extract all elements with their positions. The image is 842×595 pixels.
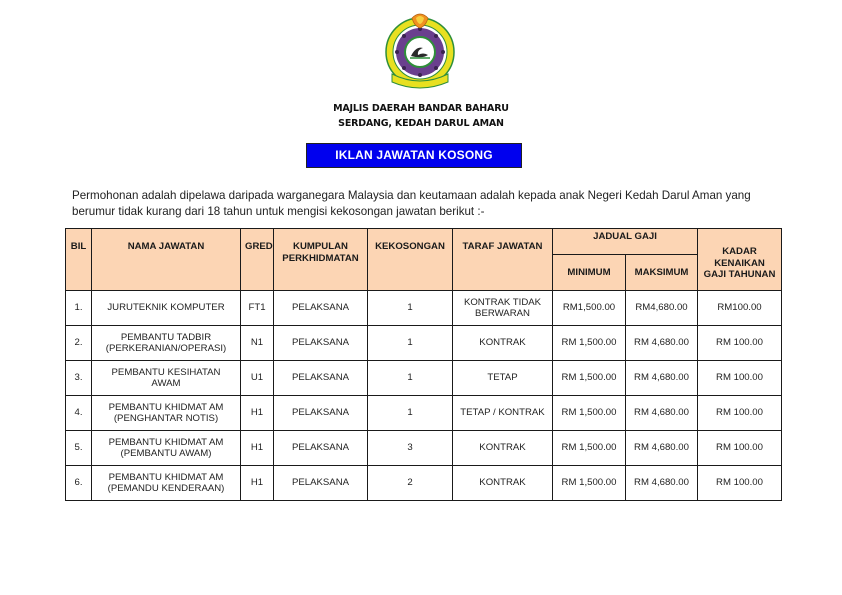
header-kadar-kenaikan: KADAR KENAIKAN GAJI TAHUNAN [698,229,782,291]
vacancy-banner-title: IKLAN JAWATAN KOSONG [306,143,522,168]
cell-kadar: RM 100.00 [698,466,782,501]
cell-gred: H1 [241,466,274,501]
cell-kadar: RM 100.00 [698,326,782,361]
cell-bil: 3. [66,361,92,396]
cell-maksimum: RM 4,680.00 [626,431,698,466]
cell-kekosongan: 1 [368,361,453,396]
cell-taraf: TETAP / KONTRAK [453,396,553,431]
cell-taraf: TETAP [453,361,553,396]
cell-bil: 6. [66,466,92,501]
cell-kekosongan: 3 [368,431,453,466]
cell-maksimum: RM 4,680.00 [626,326,698,361]
cell-minimum: RM 1,500.00 [553,431,626,466]
cell-gred: FT1 [241,291,274,326]
header-gred: GRED [241,229,274,291]
cell-gred: N1 [241,326,274,361]
cell-minimum: RM 1,500.00 [553,466,626,501]
table-row [66,291,782,326]
cell-nama-jawatan: JURUTEKNIK KOMPUTER [92,291,241,326]
cell-gred: H1 [241,396,274,431]
cell-maksimum: RM 4,680.00 [626,466,698,501]
cell-bil: 5. [66,431,92,466]
cell-gred: U1 [241,361,274,396]
table-row [66,361,782,396]
cell-kekosongan: 2 [368,466,453,501]
cell-bil: 4. [66,396,92,431]
cell-kumpulan: PELAKSANA [274,396,368,431]
cell-kumpulan: PELAKSANA [274,361,368,396]
table-row [66,466,782,501]
cell-minimum: RM1,500.00 [553,291,626,326]
cell-taraf: KONTRAK TIDAK BERWARAN [453,291,553,326]
header-kumpulan-perkhidmatan: KUMPULAN PERKHIDMATAN [274,229,368,291]
cell-maksimum: RM 4,680.00 [626,361,698,396]
table-row [66,396,782,431]
majlis-crest-logo [378,8,462,92]
cell-nama-jawatan: PEMBANTU TADBIR (PERKERANIAN/OPERASI) [92,326,241,361]
cell-minimum: RM 1,500.00 [553,396,626,431]
cell-maksimum: RM4,680.00 [626,291,698,326]
cell-kekosongan: 1 [368,291,453,326]
cell-nama-jawatan: PEMBANTU KHIDMAT AM (PEMANDU KENDERAAN) [92,466,241,501]
header-jadual-gaji: JADUAL GAJI [553,229,698,255]
cell-taraf: KONTRAK [453,431,553,466]
cell-bil: 1. [66,291,92,326]
cell-kadar: RM100.00 [698,291,782,326]
header-maksimum: MAKSIMUM [626,255,698,291]
intro-paragraph: Permohonan adalah dipelawa daripada warganegara Malaysia dan keutamaan adalah kepada anak Negeri Kedah Darul Aman yang berumur tidak kurang dari 18 tahun untuk mengisi kekosongan jawatan berikut :- [72,189,751,218]
header-nama-jawatan: NAMA JAWATAN [92,229,241,291]
table-row [66,326,782,361]
cell-kumpulan: PELAKSANA [274,326,368,361]
cell-kekosongan: 1 [368,326,453,361]
cell-taraf: KONTRAK [453,466,553,501]
cell-minimum: RM 1,500.00 [553,326,626,361]
cell-kumpulan: PELAKSANA [274,431,368,466]
header-bil: BIL [66,229,92,291]
vacancy-table [65,228,782,501]
cell-kumpulan: PELAKSANA [274,291,368,326]
header-kekosongan: KEKOSONGAN [368,229,453,291]
cell-maksimum: RM 4,680.00 [626,396,698,431]
cell-bil: 2. [66,326,92,361]
cell-kadar: RM 100.00 [698,361,782,396]
cell-nama-jawatan: PEMBANTU KESIHATAN AWAM [92,361,241,396]
cell-kekosongan: 1 [368,396,453,431]
org-name-line-2: SERDANG, KEDAH DARUL AMAN [338,118,504,129]
table-row [66,431,782,466]
header-minimum: MINIMUM [553,255,626,291]
cell-minimum: RM 1,500.00 [553,361,626,396]
cell-gred: H1 [241,431,274,466]
cell-nama-jawatan: PEMBANTU KHIDMAT AM (PENGHANTAR NOTIS) [92,396,241,431]
header-taraf-jawatan: TARAF JAWATAN [453,229,553,291]
cell-kadar: RM 100.00 [698,431,782,466]
cell-kumpulan: PELAKSANA [274,466,368,501]
cell-taraf: KONTRAK [453,326,553,361]
cell-nama-jawatan: PEMBANTU KHIDMAT AM (PEMBANTU AWAM) [92,431,241,466]
table-header-row [66,229,782,255]
org-name-line-1: MAJLIS DAERAH BANDAR BAHARU [333,103,509,114]
cell-kadar: RM 100.00 [698,396,782,431]
